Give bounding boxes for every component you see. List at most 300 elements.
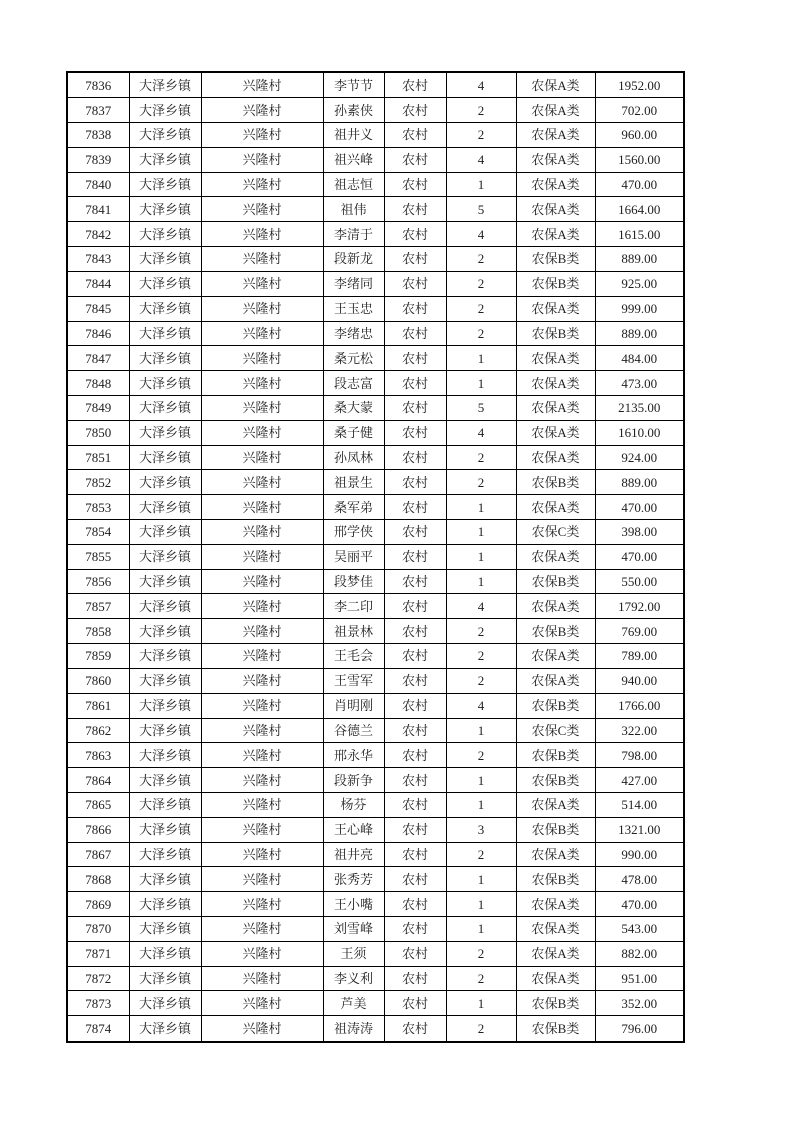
cell-amount: 702.00	[595, 98, 684, 123]
cell-insurance-category: 农保B类	[516, 991, 595, 1016]
cell-residence-type: 农村	[384, 817, 446, 842]
cell-residence-type: 农村	[384, 693, 446, 718]
cell-residence-type: 农村	[384, 991, 446, 1016]
cell-serial-number: 7862	[67, 718, 129, 743]
cell-village: 兴隆村	[201, 371, 323, 396]
cell-village: 兴隆村	[201, 941, 323, 966]
cell-amount: 882.00	[595, 941, 684, 966]
cell-village: 兴隆村	[201, 123, 323, 148]
cell-township: 大泽乡镇	[129, 172, 201, 197]
cell-residence-type: 农村	[384, 321, 446, 346]
cell-village: 兴隆村	[201, 321, 323, 346]
cell-amount: 470.00	[595, 495, 684, 520]
cell-residence-type: 农村	[384, 172, 446, 197]
table-row	[67, 743, 684, 768]
cell-residence-type: 农村	[384, 1016, 446, 1042]
table-row	[67, 271, 684, 296]
cell-village: 兴隆村	[201, 817, 323, 842]
cell-village: 兴隆村	[201, 271, 323, 296]
cell-insurance-category: 农保A类	[516, 123, 595, 148]
table-row	[67, 668, 684, 693]
table-row	[67, 842, 684, 867]
table-row	[67, 693, 684, 718]
cell-serial-number: 7858	[67, 619, 129, 644]
cell-residence-type: 农村	[384, 917, 446, 942]
cell-township: 大泽乡镇	[129, 420, 201, 445]
cell-village: 兴隆村	[201, 1016, 323, 1042]
cell-person-name: 桑元松	[323, 346, 384, 371]
cell-township: 大泽乡镇	[129, 495, 201, 520]
cell-amount: 543.00	[595, 917, 684, 942]
cell-people-count: 1	[446, 371, 516, 396]
cell-serial-number: 7867	[67, 842, 129, 867]
cell-township: 大泽乡镇	[129, 395, 201, 420]
cell-residence-type: 农村	[384, 197, 446, 222]
cell-township: 大泽乡镇	[129, 147, 201, 172]
cell-person-name: 段志富	[323, 371, 384, 396]
cell-township: 大泽乡镇	[129, 271, 201, 296]
cell-insurance-category: 农保B类	[516, 271, 595, 296]
table-row	[67, 718, 684, 743]
cell-people-count: 1	[446, 520, 516, 545]
cell-amount: 924.00	[595, 445, 684, 470]
cell-amount: 1766.00	[595, 693, 684, 718]
cell-village: 兴隆村	[201, 867, 323, 892]
cell-township: 大泽乡镇	[129, 619, 201, 644]
table-row	[67, 395, 684, 420]
cell-amount: 427.00	[595, 768, 684, 793]
cell-person-name: 祖景生	[323, 470, 384, 495]
cell-person-name: 孙凤林	[323, 445, 384, 470]
cell-amount: 1792.00	[595, 594, 684, 619]
cell-person-name: 邢学侠	[323, 520, 384, 545]
cell-township: 大泽乡镇	[129, 693, 201, 718]
table-row	[67, 966, 684, 991]
cell-residence-type: 农村	[384, 718, 446, 743]
cell-people-count: 2	[446, 98, 516, 123]
cell-village: 兴隆村	[201, 420, 323, 445]
cell-village: 兴隆村	[201, 693, 323, 718]
table-row	[67, 867, 684, 892]
cell-residence-type: 农村	[384, 520, 446, 545]
cell-people-count: 4	[446, 222, 516, 247]
cell-township: 大泽乡镇	[129, 72, 201, 98]
cell-amount: 470.00	[595, 172, 684, 197]
table-body	[67, 72, 684, 1042]
cell-person-name: 李清于	[323, 222, 384, 247]
cell-insurance-category: 农保B类	[516, 247, 595, 272]
cell-people-count: 1	[446, 917, 516, 942]
cell-insurance-category: 农保A类	[516, 792, 595, 817]
cell-serial-number: 7869	[67, 892, 129, 917]
cell-township: 大泽乡镇	[129, 966, 201, 991]
cell-amount: 769.00	[595, 619, 684, 644]
cell-insurance-category: 农保A类	[516, 917, 595, 942]
cell-person-name: 李绪忠	[323, 321, 384, 346]
cell-village: 兴隆村	[201, 147, 323, 172]
cell-serial-number: 7865	[67, 792, 129, 817]
cell-person-name: 谷德兰	[323, 718, 384, 743]
cell-amount: 478.00	[595, 867, 684, 892]
cell-residence-type: 农村	[384, 569, 446, 594]
cell-amount: 398.00	[595, 520, 684, 545]
cell-amount: 999.00	[595, 296, 684, 321]
table-row	[67, 594, 684, 619]
cell-residence-type: 农村	[384, 222, 446, 247]
cell-serial-number: 7848	[67, 371, 129, 396]
cell-person-name: 王雪军	[323, 668, 384, 693]
cell-serial-number: 7836	[67, 72, 129, 98]
cell-people-count: 1	[446, 867, 516, 892]
cell-residence-type: 农村	[384, 495, 446, 520]
cell-amount: 1664.00	[595, 197, 684, 222]
cell-insurance-category: 农保A类	[516, 445, 595, 470]
cell-people-count: 1	[446, 718, 516, 743]
table-row	[67, 247, 684, 272]
table-row	[67, 644, 684, 669]
cell-person-name: 祖伟	[323, 197, 384, 222]
table-row	[67, 768, 684, 793]
cell-residence-type: 农村	[384, 271, 446, 296]
cell-person-name: 吴丽平	[323, 544, 384, 569]
table-row	[67, 1016, 684, 1042]
cell-residence-type: 农村	[384, 445, 446, 470]
cell-people-count: 2	[446, 271, 516, 296]
cell-insurance-category: 农保A类	[516, 941, 595, 966]
cell-township: 大泽乡镇	[129, 867, 201, 892]
cell-residence-type: 农村	[384, 470, 446, 495]
table-row	[67, 321, 684, 346]
cell-village: 兴隆村	[201, 668, 323, 693]
cell-township: 大泽乡镇	[129, 842, 201, 867]
cell-people-count: 2	[446, 1016, 516, 1042]
cell-township: 大泽乡镇	[129, 1016, 201, 1042]
cell-people-count: 2	[446, 123, 516, 148]
table-row	[67, 917, 684, 942]
table-row	[67, 371, 684, 396]
cell-person-name: 王须	[323, 941, 384, 966]
cell-people-count: 4	[446, 420, 516, 445]
cell-insurance-category: 农保A类	[516, 222, 595, 247]
cell-people-count: 4	[446, 72, 516, 98]
cell-insurance-category: 农保A类	[516, 395, 595, 420]
cell-person-name: 段新争	[323, 768, 384, 793]
cell-township: 大泽乡镇	[129, 668, 201, 693]
cell-amount: 2135.00	[595, 395, 684, 420]
cell-insurance-category: 农保A类	[516, 544, 595, 569]
cell-township: 大泽乡镇	[129, 718, 201, 743]
cell-amount: 322.00	[595, 718, 684, 743]
cell-village: 兴隆村	[201, 917, 323, 942]
cell-people-count: 1	[446, 768, 516, 793]
cell-amount: 1321.00	[595, 817, 684, 842]
cell-people-count: 2	[446, 445, 516, 470]
cell-person-name: 孙素侠	[323, 98, 384, 123]
cell-person-name: 王毛会	[323, 644, 384, 669]
cell-person-name: 邢永华	[323, 743, 384, 768]
cell-village: 兴隆村	[201, 991, 323, 1016]
cell-people-count: 2	[446, 321, 516, 346]
cell-township: 大泽乡镇	[129, 991, 201, 1016]
cell-township: 大泽乡镇	[129, 247, 201, 272]
cell-people-count: 2	[446, 247, 516, 272]
cell-person-name: 肖明刚	[323, 693, 384, 718]
cell-serial-number: 7840	[67, 172, 129, 197]
cell-amount: 796.00	[595, 1016, 684, 1042]
cell-village: 兴隆村	[201, 172, 323, 197]
table-row	[67, 197, 684, 222]
cell-people-count: 2	[446, 743, 516, 768]
cell-serial-number: 7857	[67, 594, 129, 619]
cell-village: 兴隆村	[201, 520, 323, 545]
cell-residence-type: 农村	[384, 594, 446, 619]
cell-person-name: 段新龙	[323, 247, 384, 272]
cell-people-count: 1	[446, 544, 516, 569]
cell-insurance-category: 农保A类	[516, 420, 595, 445]
cell-residence-type: 农村	[384, 98, 446, 123]
cell-village: 兴隆村	[201, 842, 323, 867]
cell-serial-number: 7844	[67, 271, 129, 296]
cell-amount: 889.00	[595, 321, 684, 346]
cell-insurance-category: 农保A类	[516, 371, 595, 396]
cell-residence-type: 农村	[384, 123, 446, 148]
cell-village: 兴隆村	[201, 594, 323, 619]
cell-person-name: 刘雪峰	[323, 917, 384, 942]
cell-amount: 473.00	[595, 371, 684, 396]
table-row	[67, 941, 684, 966]
cell-serial-number: 7843	[67, 247, 129, 272]
cell-village: 兴隆村	[201, 247, 323, 272]
table-row	[67, 123, 684, 148]
cell-residence-type: 农村	[384, 544, 446, 569]
table-row	[67, 98, 684, 123]
table-row	[67, 792, 684, 817]
cell-township: 大泽乡镇	[129, 892, 201, 917]
cell-person-name: 桑大蒙	[323, 395, 384, 420]
cell-residence-type: 农村	[384, 395, 446, 420]
cell-amount: 960.00	[595, 123, 684, 148]
cell-people-count: 1	[446, 892, 516, 917]
cell-person-name: 李绪同	[323, 271, 384, 296]
table-row	[67, 470, 684, 495]
cell-serial-number: 7863	[67, 743, 129, 768]
cell-serial-number: 7861	[67, 693, 129, 718]
cell-serial-number: 7864	[67, 768, 129, 793]
cell-serial-number: 7839	[67, 147, 129, 172]
cell-insurance-category: 农保A类	[516, 197, 595, 222]
cell-amount: 889.00	[595, 470, 684, 495]
cell-township: 大泽乡镇	[129, 917, 201, 942]
cell-insurance-category: 农保B类	[516, 693, 595, 718]
cell-insurance-category: 农保A类	[516, 644, 595, 669]
cell-serial-number: 7871	[67, 941, 129, 966]
cell-village: 兴隆村	[201, 619, 323, 644]
cell-village: 兴隆村	[201, 768, 323, 793]
cell-people-count: 4	[446, 147, 516, 172]
cell-township: 大泽乡镇	[129, 123, 201, 148]
cell-serial-number: 7850	[67, 420, 129, 445]
cell-people-count: 2	[446, 619, 516, 644]
cell-insurance-category: 农保A类	[516, 346, 595, 371]
cell-serial-number: 7846	[67, 321, 129, 346]
table-row	[67, 296, 684, 321]
cell-person-name: 桑军弟	[323, 495, 384, 520]
cell-serial-number: 7856	[67, 569, 129, 594]
cell-residence-type: 农村	[384, 147, 446, 172]
cell-serial-number: 7855	[67, 544, 129, 569]
cell-amount: 940.00	[595, 668, 684, 693]
table-row	[67, 222, 684, 247]
cell-serial-number: 7866	[67, 817, 129, 842]
cell-township: 大泽乡镇	[129, 941, 201, 966]
cell-township: 大泽乡镇	[129, 743, 201, 768]
cell-village: 兴隆村	[201, 718, 323, 743]
cell-person-name: 段梦佳	[323, 569, 384, 594]
cell-township: 大泽乡镇	[129, 520, 201, 545]
cell-amount: 925.00	[595, 271, 684, 296]
cell-village: 兴隆村	[201, 346, 323, 371]
cell-person-name: 祖志恒	[323, 172, 384, 197]
cell-residence-type: 农村	[384, 72, 446, 98]
cell-residence-type: 农村	[384, 842, 446, 867]
table-row	[67, 72, 684, 98]
table-row	[67, 495, 684, 520]
cell-serial-number: 7842	[67, 222, 129, 247]
cell-residence-type: 农村	[384, 792, 446, 817]
cell-people-count: 2	[446, 644, 516, 669]
cell-residence-type: 农村	[384, 619, 446, 644]
cell-person-name: 祖兴峰	[323, 147, 384, 172]
cell-village: 兴隆村	[201, 98, 323, 123]
cell-amount: 550.00	[595, 569, 684, 594]
cell-amount: 951.00	[595, 966, 684, 991]
cell-township: 大泽乡镇	[129, 445, 201, 470]
cell-township: 大泽乡镇	[129, 321, 201, 346]
cell-residence-type: 农村	[384, 892, 446, 917]
cell-insurance-category: 农保B类	[516, 817, 595, 842]
cell-insurance-category: 农保B类	[516, 569, 595, 594]
cell-people-count: 1	[446, 172, 516, 197]
cell-amount: 1560.00	[595, 147, 684, 172]
cell-person-name: 杨芬	[323, 792, 384, 817]
cell-village: 兴隆村	[201, 470, 323, 495]
cell-person-name: 李节节	[323, 72, 384, 98]
cell-serial-number: 7841	[67, 197, 129, 222]
cell-people-count: 1	[446, 991, 516, 1016]
cell-people-count: 1	[446, 346, 516, 371]
cell-insurance-category: 农保A类	[516, 892, 595, 917]
cell-people-count: 2	[446, 941, 516, 966]
table-row	[67, 520, 684, 545]
cell-residence-type: 农村	[384, 867, 446, 892]
cell-village: 兴隆村	[201, 966, 323, 991]
cell-person-name: 王玉忠	[323, 296, 384, 321]
cell-insurance-category: 农保A类	[516, 668, 595, 693]
cell-serial-number: 7851	[67, 445, 129, 470]
cell-insurance-category: 农保C类	[516, 520, 595, 545]
table-row	[67, 892, 684, 917]
cell-serial-number: 7868	[67, 867, 129, 892]
cell-person-name: 祖井亮	[323, 842, 384, 867]
cell-serial-number: 7854	[67, 520, 129, 545]
cell-insurance-category: 农保A类	[516, 296, 595, 321]
cell-serial-number: 7845	[67, 296, 129, 321]
cell-insurance-category: 农保A类	[516, 172, 595, 197]
cell-person-name: 祖涛涛	[323, 1016, 384, 1042]
cell-serial-number: 7860	[67, 668, 129, 693]
cell-village: 兴隆村	[201, 644, 323, 669]
cell-township: 大泽乡镇	[129, 197, 201, 222]
cell-township: 大泽乡镇	[129, 98, 201, 123]
cell-amount: 352.00	[595, 991, 684, 1016]
cell-amount: 514.00	[595, 792, 684, 817]
cell-residence-type: 农村	[384, 768, 446, 793]
cell-insurance-category: 农保A类	[516, 842, 595, 867]
cell-residence-type: 农村	[384, 644, 446, 669]
cell-amount: 789.00	[595, 644, 684, 669]
cell-people-count: 1	[446, 569, 516, 594]
cell-township: 大泽乡镇	[129, 569, 201, 594]
cell-people-count: 5	[446, 395, 516, 420]
cell-people-count: 2	[446, 966, 516, 991]
cell-people-count: 1	[446, 792, 516, 817]
cell-township: 大泽乡镇	[129, 470, 201, 495]
cell-serial-number: 7849	[67, 395, 129, 420]
cell-people-count: 4	[446, 693, 516, 718]
cell-residence-type: 农村	[384, 966, 446, 991]
cell-village: 兴隆村	[201, 222, 323, 247]
cell-people-count: 3	[446, 817, 516, 842]
cell-insurance-category: 农保B类	[516, 768, 595, 793]
table-row	[67, 346, 684, 371]
cell-amount: 1952.00	[595, 72, 684, 98]
table-row	[67, 445, 684, 470]
cell-village: 兴隆村	[201, 569, 323, 594]
cell-person-name: 李义利	[323, 966, 384, 991]
cell-insurance-category: 农保B类	[516, 1016, 595, 1042]
cell-person-name: 桑子健	[323, 420, 384, 445]
rural-pension-table	[66, 71, 685, 1043]
cell-serial-number: 7838	[67, 123, 129, 148]
cell-village: 兴隆村	[201, 395, 323, 420]
cell-people-count: 1	[446, 495, 516, 520]
cell-insurance-category: 农保A类	[516, 147, 595, 172]
cell-residence-type: 农村	[384, 346, 446, 371]
cell-insurance-category: 农保B类	[516, 743, 595, 768]
cell-insurance-category: 农保B类	[516, 867, 595, 892]
cell-insurance-category: 农保A类	[516, 495, 595, 520]
table-row	[67, 172, 684, 197]
cell-township: 大泽乡镇	[129, 544, 201, 569]
cell-township: 大泽乡镇	[129, 296, 201, 321]
cell-village: 兴隆村	[201, 296, 323, 321]
cell-amount: 798.00	[595, 743, 684, 768]
cell-insurance-category: 农保A类	[516, 966, 595, 991]
cell-serial-number: 7847	[67, 346, 129, 371]
cell-serial-number: 7852	[67, 470, 129, 495]
cell-people-count: 2	[446, 470, 516, 495]
cell-person-name: 芦美	[323, 991, 384, 1016]
cell-insurance-category: 农保B类	[516, 321, 595, 346]
cell-person-name: 张秀芳	[323, 867, 384, 892]
cell-people-count: 2	[446, 296, 516, 321]
cell-person-name: 祖景林	[323, 619, 384, 644]
cell-serial-number: 7874	[67, 1016, 129, 1042]
cell-person-name: 王心峰	[323, 817, 384, 842]
cell-serial-number: 7853	[67, 495, 129, 520]
cell-township: 大泽乡镇	[129, 768, 201, 793]
cell-amount: 470.00	[595, 892, 684, 917]
